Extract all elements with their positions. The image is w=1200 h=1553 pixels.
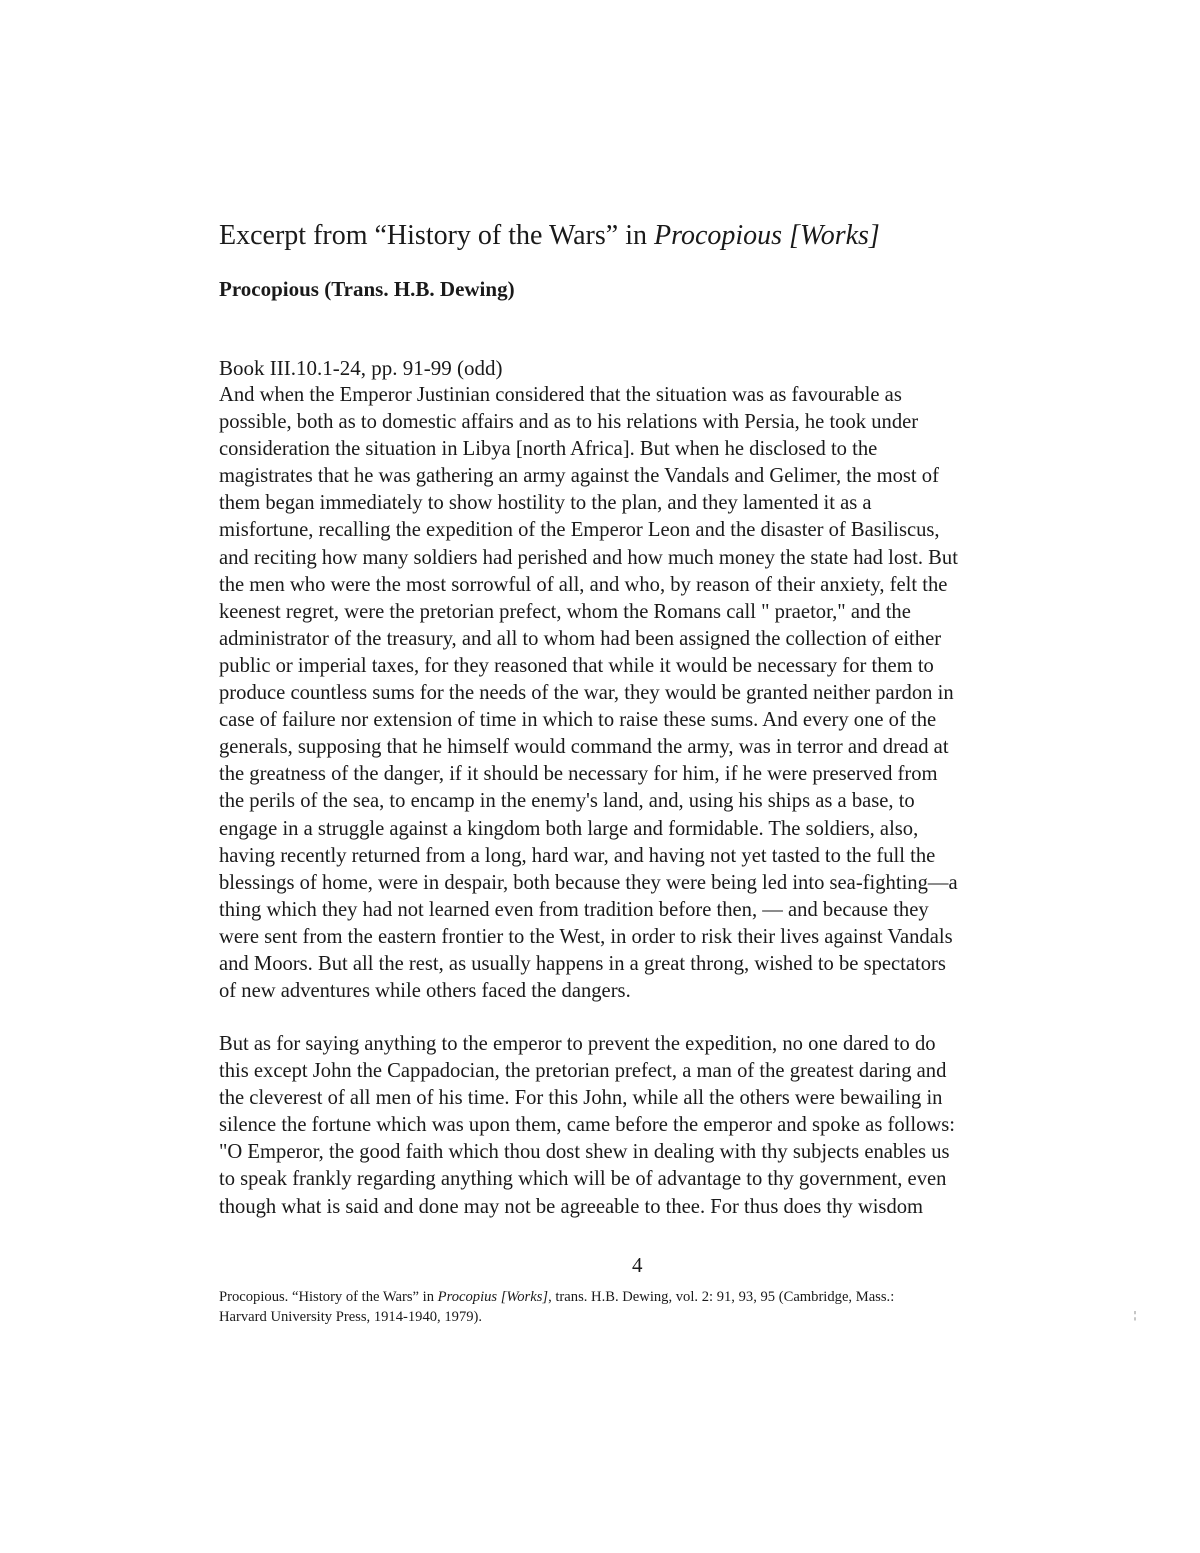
book-reference: Book III.10.1-24, pp. 91-99 (odd) (219, 356, 503, 380)
text-line: and Moors. But all the rest, as usually happens in a great throng, wished to be spectators (219, 952, 946, 975)
text-line: them began immediately to show hostility to the plan, and they lamented it as a (219, 492, 872, 515)
title-italic-text: Procopious [Works] (653, 220, 880, 251)
text-line: silence the fortune which was upon them, came before the emperor and spoke as follows: (219, 1114, 955, 1137)
text-line: "O Emperor, the good faith which thou dost shew in dealing with thy subjects enables us (219, 1141, 950, 1164)
text-line: to speak frankly regarding anything which will be of advantage to thy government, even (219, 1168, 947, 1191)
footnote (219, 1287, 894, 1327)
text-line: generals, supposing that he himself would command the army, was in terror and dread at (219, 736, 949, 759)
page-number: 4 (632, 1253, 643, 1277)
paragraph-1 (219, 382, 958, 1005)
text-line: produce countless sums for the needs of the war, they would be granted neither pardon in (219, 682, 954, 705)
footnote-line-1 (219, 1287, 894, 1307)
footnote-text: Procopious. “History of the Wars” in (219, 1289, 438, 1305)
text-line: But as for saying anything to the emperor to prevent the expedition, no one dared to do (219, 1033, 936, 1055)
text-line: and reciting how many soldiers had perished and how much money the state had lost. But (219, 546, 958, 569)
text-line: administrator of the treasury, and all to whom had been assigned the collection of either (219, 627, 942, 650)
text-line: case of failure nor extension of time in which to raise these sums. And every one of the (219, 709, 937, 732)
text-line: the perils of the sea, to encamp in the enemy's land, and, using his ships as a base, to (219, 790, 915, 813)
text-line: public or imperial taxes, for they reasoned that while it would be necessary for them to (219, 654, 934, 677)
text-line: possible, both as to domestic affairs and as to his relations with Persia, he took under (219, 411, 919, 434)
text-line: were sent from the eastern frontier to the West, in order to risk their lives against Vandals (219, 925, 953, 948)
text-line: having recently returned from a long, hard war, and having not yet tasted to the full the (219, 844, 936, 867)
text-line: of new adventures while others faced the dangers. (219, 980, 631, 1003)
author-translator-line: Procopious (Trans. H.B. Dewing) (219, 277, 515, 301)
text-line: this except John the Cappadocian, the pretorian prefect, a man of the greatest daring and (219, 1060, 947, 1083)
footnote-line-2: Harvard University Press, 1914-1940, 1979). (219, 1309, 483, 1325)
text-line: consideration the situation in Libya [north Africa]. But when he disclosed to the (219, 438, 878, 461)
text-line: though what is said and done may not be agreeable to thee. For thus does thy wisdom (219, 1195, 924, 1218)
text-line: misfortune, recalling the expedition of the Emperor Leon and the disaster of Basiliscus, (219, 519, 940, 542)
title-text: Excerpt from “History of the Wars” in (219, 220, 654, 251)
page-title (219, 218, 1119, 254)
text-line: magistrates that he was gathering an army against the Vandals and Gelimer, the most of (219, 465, 939, 488)
text-line: keenest regret, were the pretorian prefect, whom the Romans call " praetor," and the (219, 600, 911, 623)
text-line: thing which they had not learned even from tradition before then, — and because they (219, 898, 929, 921)
edge-mark: ¦ (1134, 1310, 1137, 1321)
text-line: blessings of home, were in despair, both because they were being led into sea-fighting—a (219, 871, 958, 894)
text-line: And when the Emperor Justinian considered that the situation was as favourable as (219, 384, 902, 406)
text-line: engage in a struggle against a kingdom both large and formidable. The soldiers, also, (219, 817, 919, 840)
text-line: the greatness of the danger, if it should be necessary for him, if he were preserved from (219, 763, 938, 786)
text-line: the cleverest of all men of his time. For this John, while all the others were bewailing in (219, 1087, 943, 1110)
footnote-text-cont: , trans. H.B. Dewing, vol. 2: 91, 93, 95 (Cambridge, Mass.: (548, 1289, 895, 1305)
paragraph-2 (219, 1031, 955, 1221)
text-line: the men who were the most sorrowful of all, and who, by reason of their anxiety, felt the (219, 573, 948, 596)
footnote-italic-title: Procopius [Works] (437, 1289, 549, 1305)
